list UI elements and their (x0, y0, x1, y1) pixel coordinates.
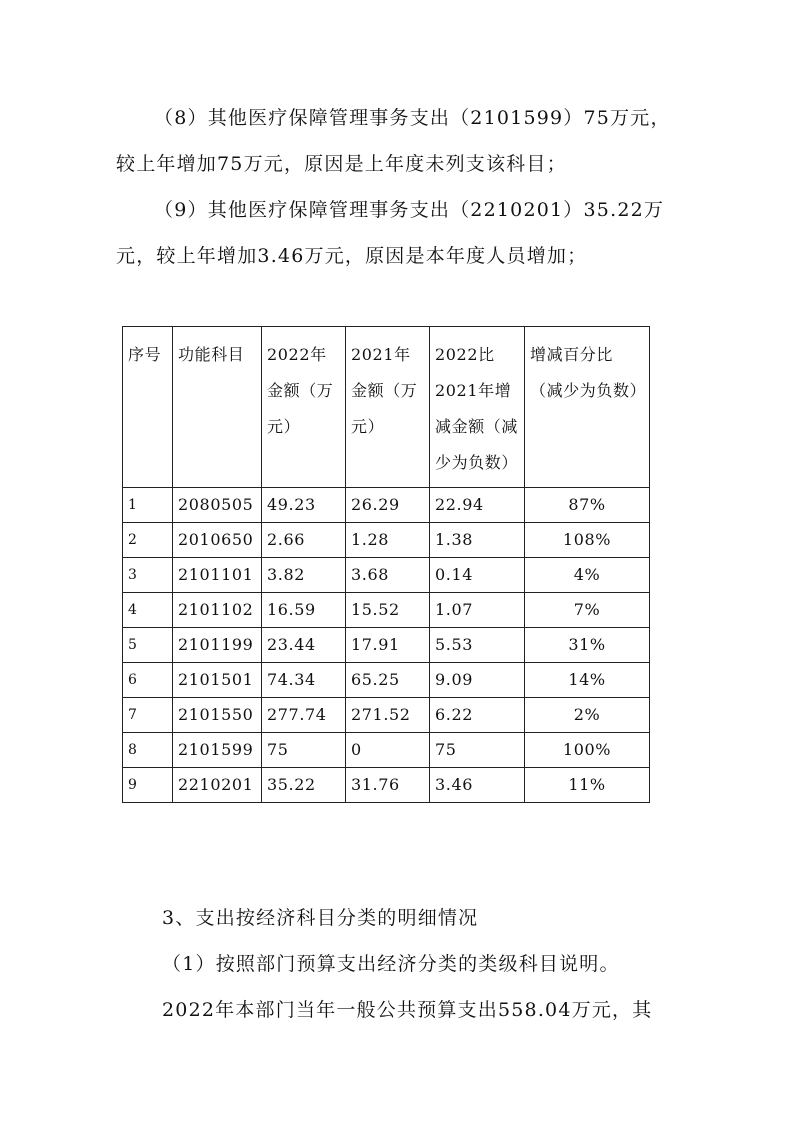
cell-2021-amount: 0 (346, 733, 430, 768)
cell-subject-code: 2101199 (173, 628, 262, 663)
cell-change-amount: 75 (430, 733, 525, 768)
table-row (123, 698, 650, 733)
cell-change-amount: 5.53 (430, 628, 525, 663)
cell-change-percent: 31% (525, 628, 650, 663)
cell-subject-code: 2101102 (173, 593, 262, 628)
cell-2021-amount: 1.28 (346, 523, 430, 558)
section-3-heading: 3、支出按经济科目分类的明细情况 (162, 907, 479, 929)
table-row (123, 663, 650, 698)
header-2022-amount: 2022年金额（万元） (262, 327, 346, 488)
section-3-paragraph: 2022年本部门当年一般公共预算支出558.04万元，其 (162, 999, 653, 1021)
cell-subject-code: 2101501 (173, 663, 262, 698)
cell-2022-amount: 74.34 (262, 663, 346, 698)
table-header-row (123, 327, 650, 488)
cell-change-percent: 11% (525, 768, 650, 803)
header-change-amount: 2022比2021年增减金额（减少为负数） (430, 327, 525, 488)
functional-subject-table (122, 326, 650, 803)
paragraph-item-9: （9）其他医疗保障管理事务支出（2210201）35.22万元，较上年增加3.46万元，原因是本年度人员增加； (116, 199, 665, 267)
cell-change-percent: 4% (525, 558, 650, 593)
cell-change-percent: 14% (525, 663, 650, 698)
paragraph-item-8: （8）其他医疗保障管理事务支出（2101599）75万元，较上年增加75万元，原因是上年度未列支该科目； (116, 107, 671, 175)
cell-subject-code: 2080505 (173, 488, 262, 523)
cell-seq: 7 (123, 698, 173, 733)
table-row (123, 523, 650, 558)
cell-change-percent: 87% (525, 488, 650, 523)
cell-2022-amount: 3.82 (262, 558, 346, 593)
cell-change-amount: 22.94 (430, 488, 525, 523)
cell-subject-code: 2210201 (173, 768, 262, 803)
cell-2021-amount: 17.91 (346, 628, 430, 663)
header-function-subject: 功能科目 (173, 327, 262, 488)
header-change-percent: 增减百分比（减少为负数） (525, 327, 650, 488)
cell-change-percent: 100% (525, 733, 650, 768)
cell-seq: 9 (123, 768, 173, 803)
cell-2022-amount: 75 (262, 733, 346, 768)
table-row (123, 628, 650, 663)
cell-subject-code: 2010650 (173, 523, 262, 558)
cell-seq: 6 (123, 663, 173, 698)
table-row (123, 488, 650, 523)
cell-change-percent: 7% (525, 593, 650, 628)
cell-2021-amount: 26.29 (346, 488, 430, 523)
cell-change-amount: 1.38 (430, 523, 525, 558)
cell-seq: 3 (123, 558, 173, 593)
cell-2021-amount: 31.76 (346, 768, 430, 803)
cell-2022-amount: 16.59 (262, 593, 346, 628)
cell-change-amount: 6.22 (430, 698, 525, 733)
cell-seq: 4 (123, 593, 173, 628)
cell-seq: 1 (123, 488, 173, 523)
cell-subject-code: 2101101 (173, 558, 262, 593)
table-row (123, 733, 650, 768)
header-2021-amount: 2021年金额（万元） (346, 327, 430, 488)
cell-2022-amount: 23.44 (262, 628, 346, 663)
cell-2021-amount: 15.52 (346, 593, 430, 628)
cell-change-amount: 1.07 (430, 593, 525, 628)
cell-2021-amount: 271.52 (346, 698, 430, 733)
table-row (123, 558, 650, 593)
table-row (123, 593, 650, 628)
cell-2022-amount: 277.74 (262, 698, 346, 733)
cell-2021-amount: 3.68 (346, 558, 430, 593)
cell-change-percent: 2% (525, 698, 650, 733)
cell-change-percent: 108% (525, 523, 650, 558)
cell-2022-amount: 35.22 (262, 768, 346, 803)
cell-change-amount: 3.46 (430, 768, 525, 803)
cell-2021-amount: 65.25 (346, 663, 430, 698)
cell-2022-amount: 2.66 (262, 523, 346, 558)
table-row (123, 768, 650, 803)
cell-subject-code: 2101550 (173, 698, 262, 733)
cell-change-amount: 0.14 (430, 558, 525, 593)
table-body (123, 488, 650, 803)
cell-change-amount: 9.09 (430, 663, 525, 698)
cell-seq: 5 (123, 628, 173, 663)
header-seq: 序号 (123, 327, 173, 488)
section-3-sub-1: （1）按照部门预算支出经济分类的类级科目说明。 (162, 953, 620, 975)
cell-seq: 8 (123, 733, 173, 768)
cell-seq: 2 (123, 523, 173, 558)
cell-subject-code: 2101599 (173, 733, 262, 768)
cell-2022-amount: 49.23 (262, 488, 346, 523)
